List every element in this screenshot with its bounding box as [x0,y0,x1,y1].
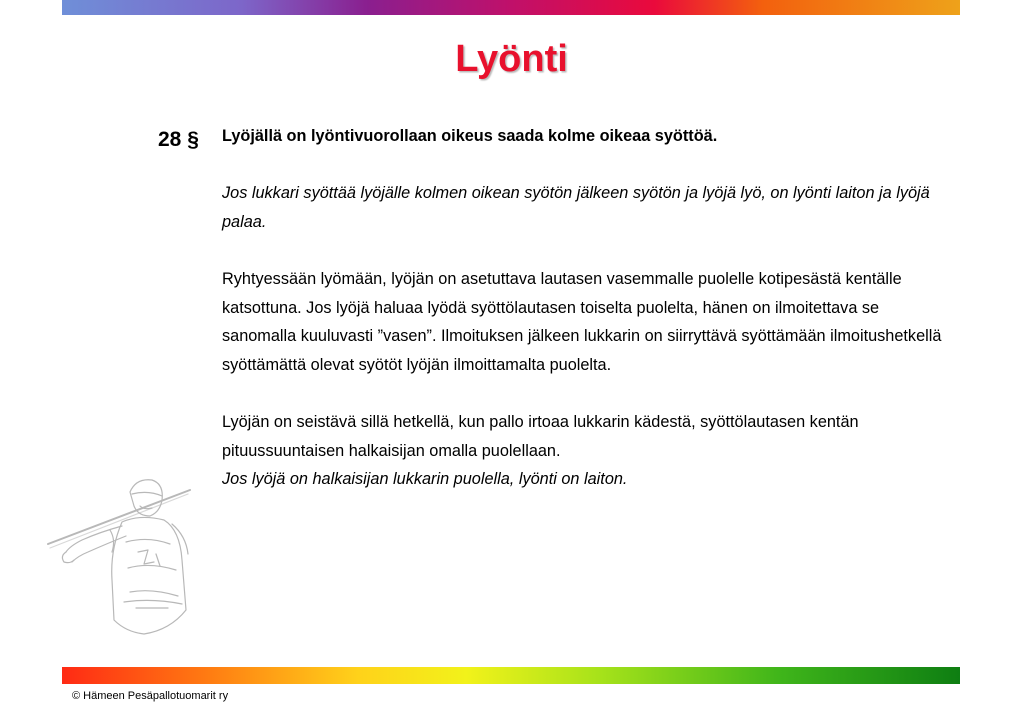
paragraph-italic-illegal: Jos lyöjä on halkaisijan lukkarin puolella, lyönti on laiton. [222,470,628,489]
paragraph-italic-exception: Jos lukkari syöttää lyöjälle kolmen oikean syötön jälkeen syötön ja lyöjä lyö, on lyönti laiton ja lyöjä palaa. [222,184,930,231]
top-gradient-bar [62,0,960,15]
paragraph-stance: Lyöjän on seistävä sillä hetkellä, kun pallo irtoaa lukkarin kädestä, syöttölautasen kentän pituussuuntaisen halkaisijan omalla puolellaan. [222,412,859,460]
spacer [222,151,952,180]
spacer [222,379,952,408]
footer-copyright: © Hämeen Pesäpallotuomarit ry [72,690,229,702]
bottom-gradient-bar [62,667,960,684]
slide-title: Lyönti [455,38,568,80]
section-number: 28 § [158,128,199,151]
paragraph-batting-side: Ryhtyessään lyömään, lyöjän on asetuttava lautasen vasemmalle puolelle kotipesästä kentälle katsottuna. Jos lyöjä haluaa lyödä syöttölautasen toiselta puolelta, hänen on ilmoitettava se sanomalla kuuluvasti ”vasen”. Ilmoituksen jälkeen lukkarin on siirryttävä syöttämään ilmoitushetkellä syöttämättä olevat syötöt lyöjän ilmoittamalta puolelta. [222,269,942,374]
paragraph-bold-rule: Lyöjällä on lyöntivuorollaan oikeus saada kolme oikeaa syöttöä. [222,127,718,145]
spacer [222,236,952,265]
batter-illustration-icon [40,470,200,642]
slide-content [222,122,952,494]
